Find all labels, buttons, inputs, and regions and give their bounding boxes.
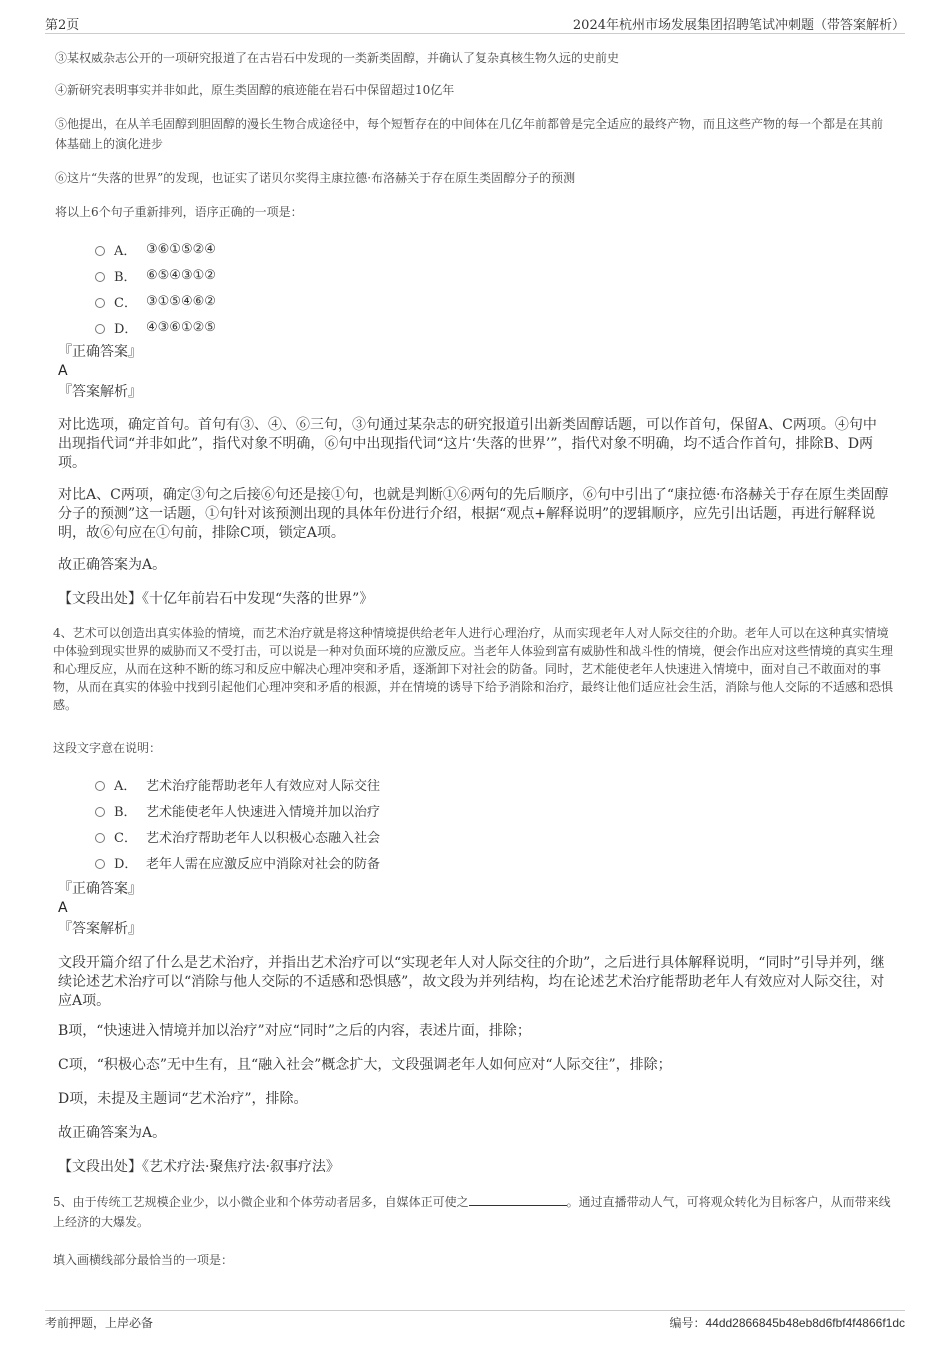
radio-icon[interactable] [95,807,105,817]
q3-answer-label: 『正确答案』 [58,344,142,360]
q3-answer: A [58,363,68,379]
q3-option-c[interactable]: C． ③①⑤④⑥② [95,288,216,314]
radio-icon[interactable] [95,246,105,256]
q4-options [95,771,380,875]
footer-code [669,1314,905,1331]
q4-analysis-1: 文段开篇介绍了什么是艺术治疗，并指出艺术治疗可以“实现老年人对人际交往的介助”，之后进行具体解释说明，“同时”引导并列，继续论述艺术治疗可以“消除与他人交际的不适感和恐惧感”，故文段为并列结构，均在论述艺术治疗能帮助老年人有效应对人际交往，对应A项。 [58,955,885,1009]
q4-analysis-4: D项，未提及主题词“艺术治疗”，排除。 [58,1091,308,1107]
footer-code-label: 编号： [669,1316,706,1330]
document-title: 2024年杭州市场发展集团招聘笔试冲刺题（带答案解析） [572,18,905,33]
q3-analysis-1: 对比选项，确定首句。首句有③、④、⑥三句，③句通过某杂志的研究报道引出新类固醇话题，可以作首句，保留A、C两项。④句中出现指代词“并非如此”，指代对象不明确，⑥句中出现指代词“这片‘失落的世界’”，指代对象不明确，均不适合作首句，排除B、D两项。 [58,417,877,471]
q4-analysis-3: C项，“积极心态”无中生有，且“融入社会”概念扩大，文段强调老年人如何应对“人际交往”，排除； [58,1057,672,1073]
radio-icon[interactable] [95,833,105,843]
sentence-6: ⑥这片“失落的世界”的发现，也证实了诺贝尔奖得主康拉德·布洛赫关于存在原生类固醇分子的预测 [55,171,576,185]
q3-option-d[interactable]: D． ④③⑥①②⑤ [95,314,216,340]
sentence-3: ③某权威杂志公开的一项研究报道了在古岩石中发现的一类新类固醇，并确认了复杂真核生物久远的史前史 [55,51,620,65]
q3-option-b[interactable]: B． ⑥⑤④③①② [95,262,216,288]
radio-icon[interactable] [95,272,105,282]
q4-answer: A [58,900,68,916]
q4-source: 【文段出处】《艺术疗法·聚焦疗法·叙事疗法》 [58,1159,340,1175]
page-footer [45,1310,905,1330]
q4-option-c[interactable]: C． 艺术治疗帮助老年人以积极心态融入社会 [95,823,380,849]
q4-analysis-2: B项，“快速进入情境并加以治疗”对应“同时”之后的内容，表述片面，排除； [58,1023,531,1039]
q3-analysis-3: 故正确答案为A。 [58,557,167,573]
q4-prompt: 这段文字意在说明： [53,741,162,755]
footer-code-value: 44dd2866845b48eb8d6fbf4f4866f1dc [705,1316,905,1330]
q3-analysis-2: 对比A、C两项，确定③句之后接⑥句还是接①句，也就是判断①⑥两句的先后顺序，⑥句中引出了“康拉德·布洛赫关于存在原生类固醇分子的预测”这一话题，①句针对该预测出现的具体年份进行介绍，根据“观点+解释说明”的逻辑顺序，应先引出话题，再进行解释说明，故⑥句应在①句前，排除C项，锁定A项。 [58,487,889,541]
radio-icon[interactable] [95,859,105,869]
radio-icon[interactable] [95,324,105,334]
q5-stem [53,1192,895,1232]
q5-prompt: 填入画横线部分最恰当的一项是： [53,1253,234,1267]
radio-icon[interactable] [95,781,105,791]
q4-answer-label: 『正确答案』 [58,881,142,897]
q4-analysis-label: 『答案解析』 [58,921,142,937]
q4-option-d[interactable]: D． 老年人需在应激反应中消除对社会的防备 [95,849,380,875]
footer-slogan: 考前押题，上岸必备 [45,1316,154,1330]
q4-analysis-5: 故正确答案为A。 [58,1125,167,1141]
q5-stem-after: 。通过直播带动人气，可将观众转化为目标客户，从而带来线上经济的大爆发。 [53,1195,891,1229]
page-header [45,12,905,34]
q4-option-b[interactable]: B． 艺术能使老年人快速进入情境并加以治疗 [95,797,380,823]
q3-analysis-label: 『答案解析』 [58,384,142,400]
q5-stem-before: 5、由于传统工艺规模企业少，以小微企业和个体劳动者居多，自媒体正可使之 [53,1195,469,1209]
q3-options [95,236,216,340]
q3-option-a[interactable]: A． ③⑥①⑤②④ [95,236,216,262]
q4-stem: 4、艺术可以创造出真实体验的情境，而艺术治疗就是将这种情境提供给老年人进行心理治疗，从而实现老年人对人际交往的介助。老年人可以在这种真实情境中体验到现实世界的威胁而又不受打击，可以说是一种对负面环境的应激反应。当老年人体验到富有威胁性和战斗性的情境，便会作出应对这些情境的真实生理和心理反应，从而在这种不断的练习和反应中解决心理冲突和矛盾，逐渐卸下对社会的防备。同时，艺术能使老年人快速进入情境中，面对自己不敢面对的事物，从而在真实的体验中找到引起他们心理冲突和矛盾的根源，并在情境的诱导下给予消除和治疗，最终让他们适应社会生活，消除与他人交际的不适感和恐惧感。 [53,626,894,712]
sentence-5: ⑤他提出，在从羊毛固醇到胆固醇的漫长生物合成途径中，每个短暂存在的中间体在几亿年前都曾是完全适应的最终产物，而且这些产物的每一个都是在其前体基础上的演化进步 [55,117,884,151]
fill-blank [469,1194,567,1206]
page-number: 第2页 [45,18,80,33]
sentence-4: ④新研究表明事实并非如此，原生类固醇的痕迹能在岩石中保留超过10亿年 [55,83,455,97]
radio-icon[interactable] [95,298,105,308]
q3-prompt: 将以上6个句子重新排列，语序正确的一项是： [55,205,303,219]
q3-source: 【文段出处】《十亿年前岩石中发现“失落的世界”》 [58,591,374,607]
q4-option-a[interactable]: A． 艺术治疗能帮助老年人有效应对人际交往 [95,771,380,797]
